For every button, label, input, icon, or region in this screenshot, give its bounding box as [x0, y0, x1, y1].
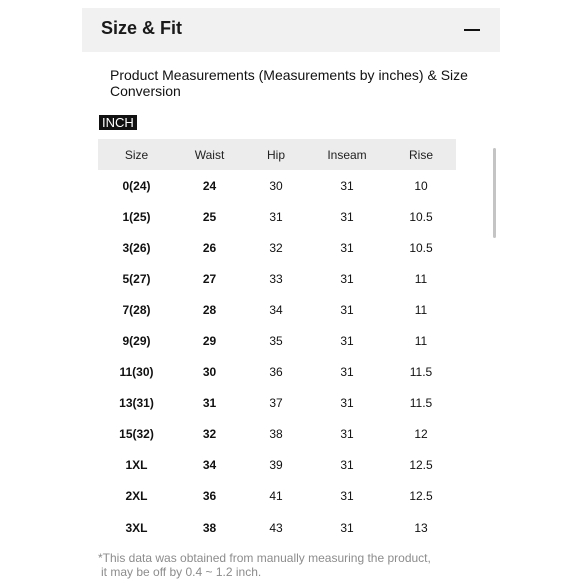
- cell-rise: 12: [414, 427, 428, 442]
- cell-hip: 36: [269, 365, 283, 380]
- cell-size: 5(27): [122, 271, 151, 286]
- table-row: [98, 512, 456, 543]
- note-line-1: *This data was obtained from manually measuring the product,: [98, 551, 431, 565]
- unit-badge: INCH: [99, 115, 137, 130]
- cell-inseam: 31: [340, 240, 354, 255]
- cell-hip: 31: [269, 209, 283, 224]
- cell-waist: 24: [202, 178, 217, 193]
- cell-rise: 11.5: [409, 396, 433, 411]
- cell-waist: 26: [202, 240, 217, 255]
- cell-size: 2XL: [125, 489, 148, 504]
- cell-rise: 11: [414, 302, 428, 317]
- cell-waist: 38: [202, 520, 217, 535]
- size-table: [98, 139, 456, 543]
- cell-waist: 28: [202, 302, 217, 317]
- cell-rise: 11: [414, 271, 428, 286]
- cell-hip: 32: [269, 240, 283, 255]
- cell-inseam: 31: [340, 209, 354, 224]
- cell-size: 13(31): [119, 396, 154, 411]
- table-row: [98, 294, 456, 325]
- cell-hip: 41: [269, 489, 283, 504]
- header-waist: Waist: [194, 147, 225, 162]
- cell-waist: 30: [202, 365, 217, 380]
- cell-size: 1XL: [125, 458, 148, 473]
- size-fit-header[interactable]: [82, 8, 500, 52]
- cell-waist: 31: [202, 396, 217, 411]
- cell-hip: 33: [269, 271, 283, 286]
- cell-rise: 11: [414, 334, 428, 349]
- cell-inseam: 31: [340, 365, 354, 380]
- cell-inseam: 31: [340, 520, 354, 535]
- cell-size: 9(29): [122, 334, 151, 349]
- cell-inseam: 31: [340, 489, 354, 504]
- cell-inseam: 31: [340, 458, 354, 473]
- cell-size: 1(25): [122, 209, 151, 224]
- cell-waist: 29: [202, 334, 217, 349]
- note-line-2: it may be off by 0.4 ~ 1.2 inch.: [101, 565, 262, 579]
- cell-hip: 30: [269, 178, 283, 193]
- cell-hip: 35: [269, 334, 283, 349]
- cell-size: 7(28): [122, 302, 151, 317]
- cell-hip: 43: [269, 520, 283, 535]
- cell-size: 0(24): [122, 178, 151, 193]
- measurement-note: [98, 551, 478, 579]
- header-size: Size: [124, 147, 149, 162]
- cell-rise: 13: [414, 520, 428, 535]
- cell-size: 3XL: [125, 520, 148, 535]
- cell-waist: 25: [202, 209, 217, 224]
- header-hip: Hip: [266, 147, 285, 162]
- cell-inseam: 31: [340, 334, 354, 349]
- measurements-description: Product Measurements (Measurements by inches) & Size Conversion: [110, 67, 468, 99]
- collapse-button[interactable]: [462, 20, 482, 40]
- table-row: [98, 481, 456, 512]
- cell-size: 15(32): [119, 427, 154, 442]
- cell-inseam: 31: [340, 396, 354, 411]
- cell-size: 3(26): [122, 240, 151, 255]
- section-title: Size & Fit: [101, 18, 183, 38]
- scrollbar[interactable]: [493, 148, 496, 238]
- table-row: [98, 325, 456, 356]
- cell-rise: 10.5: [409, 240, 433, 255]
- table-row: [98, 201, 456, 232]
- table-row: [98, 263, 456, 294]
- cell-rise: 12.5: [409, 489, 433, 504]
- cell-waist: 36: [202, 489, 217, 504]
- table-row: [98, 170, 456, 201]
- table-row: [98, 419, 456, 450]
- header-rise: Rise: [408, 147, 433, 162]
- cell-rise: 11.5: [409, 365, 433, 380]
- cell-hip: 34: [269, 302, 283, 317]
- cell-waist: 34: [202, 458, 217, 473]
- cell-inseam: 31: [340, 271, 354, 286]
- header-inseam: Inseam: [327, 147, 367, 162]
- cell-inseam: 31: [340, 302, 354, 317]
- cell-hip: 39: [269, 458, 283, 473]
- cell-waist: 27: [202, 271, 217, 286]
- cell-rise: 12.5: [409, 458, 433, 473]
- cell-hip: 37: [269, 396, 283, 411]
- table-row: [98, 357, 456, 388]
- cell-inseam: 31: [340, 427, 354, 442]
- cell-size: 11(30): [119, 365, 154, 380]
- cell-hip: 38: [269, 427, 283, 442]
- cell-waist: 32: [202, 427, 217, 442]
- cell-rise: 10: [414, 178, 428, 193]
- table-row: [98, 232, 456, 263]
- cell-inseam: 31: [340, 178, 354, 193]
- table-header-row: [98, 139, 456, 170]
- table-row: [98, 450, 456, 481]
- table-row: [98, 388, 456, 419]
- cell-rise: 10.5: [409, 209, 433, 224]
- minus-icon: [464, 29, 480, 31]
